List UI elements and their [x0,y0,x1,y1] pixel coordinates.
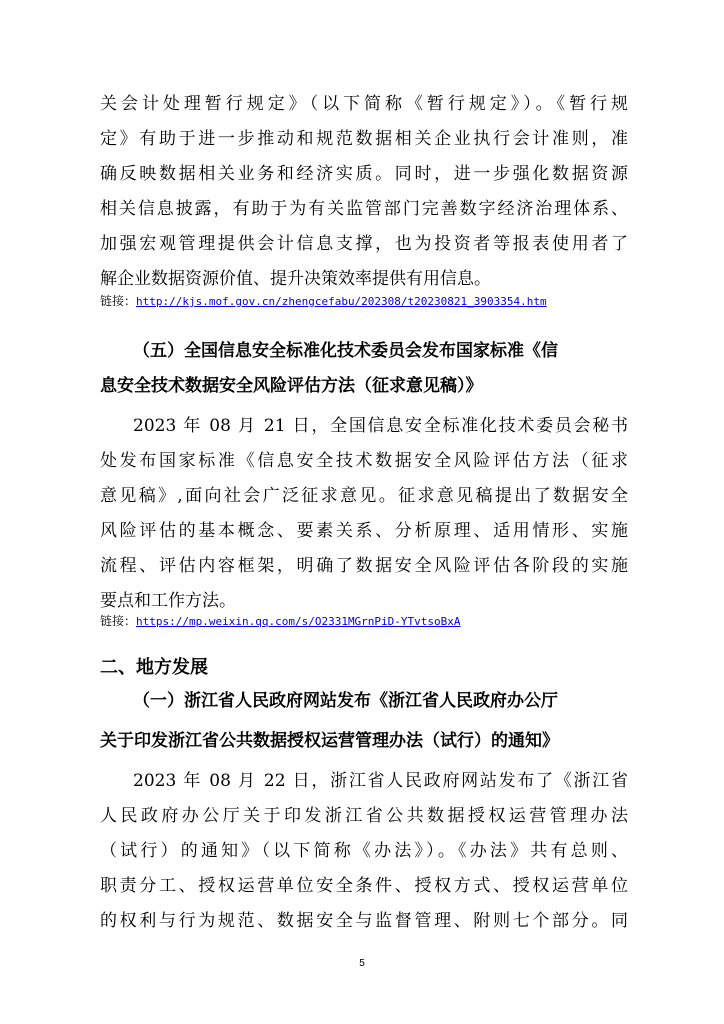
page-number: 5 [359,958,365,969]
text-line: 2023 年 08 月 22 日，浙江省人民政府网站发布了《浙江省 [133,771,628,791]
text-line: 2023 年 08 月 21 日，全国信息安全标准化技术委员会秘书 [133,416,628,436]
text-line: 加强宏观管理提供会计信息支撑，也为投资者等报表使用者了 [100,234,628,254]
text-line: 要点和工作方法。 [100,591,236,611]
text-line: 确反映数据相关业务和经济实质。同时，进一步强化数据资源 [100,164,628,184]
text-line: 人民政府办公厅关于印发浙江省公共数据授权运营管理办法 [100,806,628,826]
chapter-heading: 二、地方发展 [100,657,208,678]
text-line: 相关信息披露，有助于为有关监管部门完善数字经济治理体系、 [100,199,628,219]
section-heading: （一）浙江省人民政府网站发布《浙江省人民政府办公厅 [133,691,558,711]
section-heading: 关于印发浙江省公共数据授权运营管理办法（试行）的通知》 [100,731,559,751]
link-label: 链接： [100,294,137,308]
text-line: （试行）的通知》（以下简称《办法》）。《办法》共有总则、 [100,841,628,861]
source-link-row [100,294,547,309]
section-heading: （五）全国信息安全标准化技术委员会发布国家标准《信 [133,341,558,361]
source-link-row [100,614,461,629]
text-line: 定》有助于进一步推动和规范数据相关企业执行会计准则，准 [100,129,628,149]
text-line: 风险评估的基本概念、要素关系、分析原理、适用情形、实施 [100,521,628,541]
text-line: 解企业数据资源价值、提升决策效率提供有用信息。 [100,269,491,289]
source-link[interactable]: http://kjs.mof.gov.cn/zhengcefabu/202308/t20230821_3903354.htm [136,295,547,308]
source-link[interactable]: https://mp.weixin.qq.com/s/O2331MGrnPiD-YTvtsoBxA [136,615,461,628]
text-line: 职责分工、授权运营单位安全条件、授权方式、授权运营单位 [100,876,628,896]
text-line: 处发布国家标准《信息安全技术数据安全风险评估方法（征求 [100,451,628,471]
link-label: 链接： [100,614,137,628]
text-line: 的权利与行为规范、数据安全与监督管理、附则七个部分。同 [100,911,628,931]
text-line: 流程、评估内容框架，明确了数据安全风险评估各阶段的实施 [100,556,628,576]
section-heading: 息安全技术数据安全风险评估方法（征求意见稿）》 [100,376,483,396]
text-line: 意见稿》,面向社会广泛征求意见。征求意见稿提出了数据安全 [100,486,628,506]
text-line: 关会计处理暂行规定》（以下简称《暂行规定》）。《暂行规 [100,94,628,114]
